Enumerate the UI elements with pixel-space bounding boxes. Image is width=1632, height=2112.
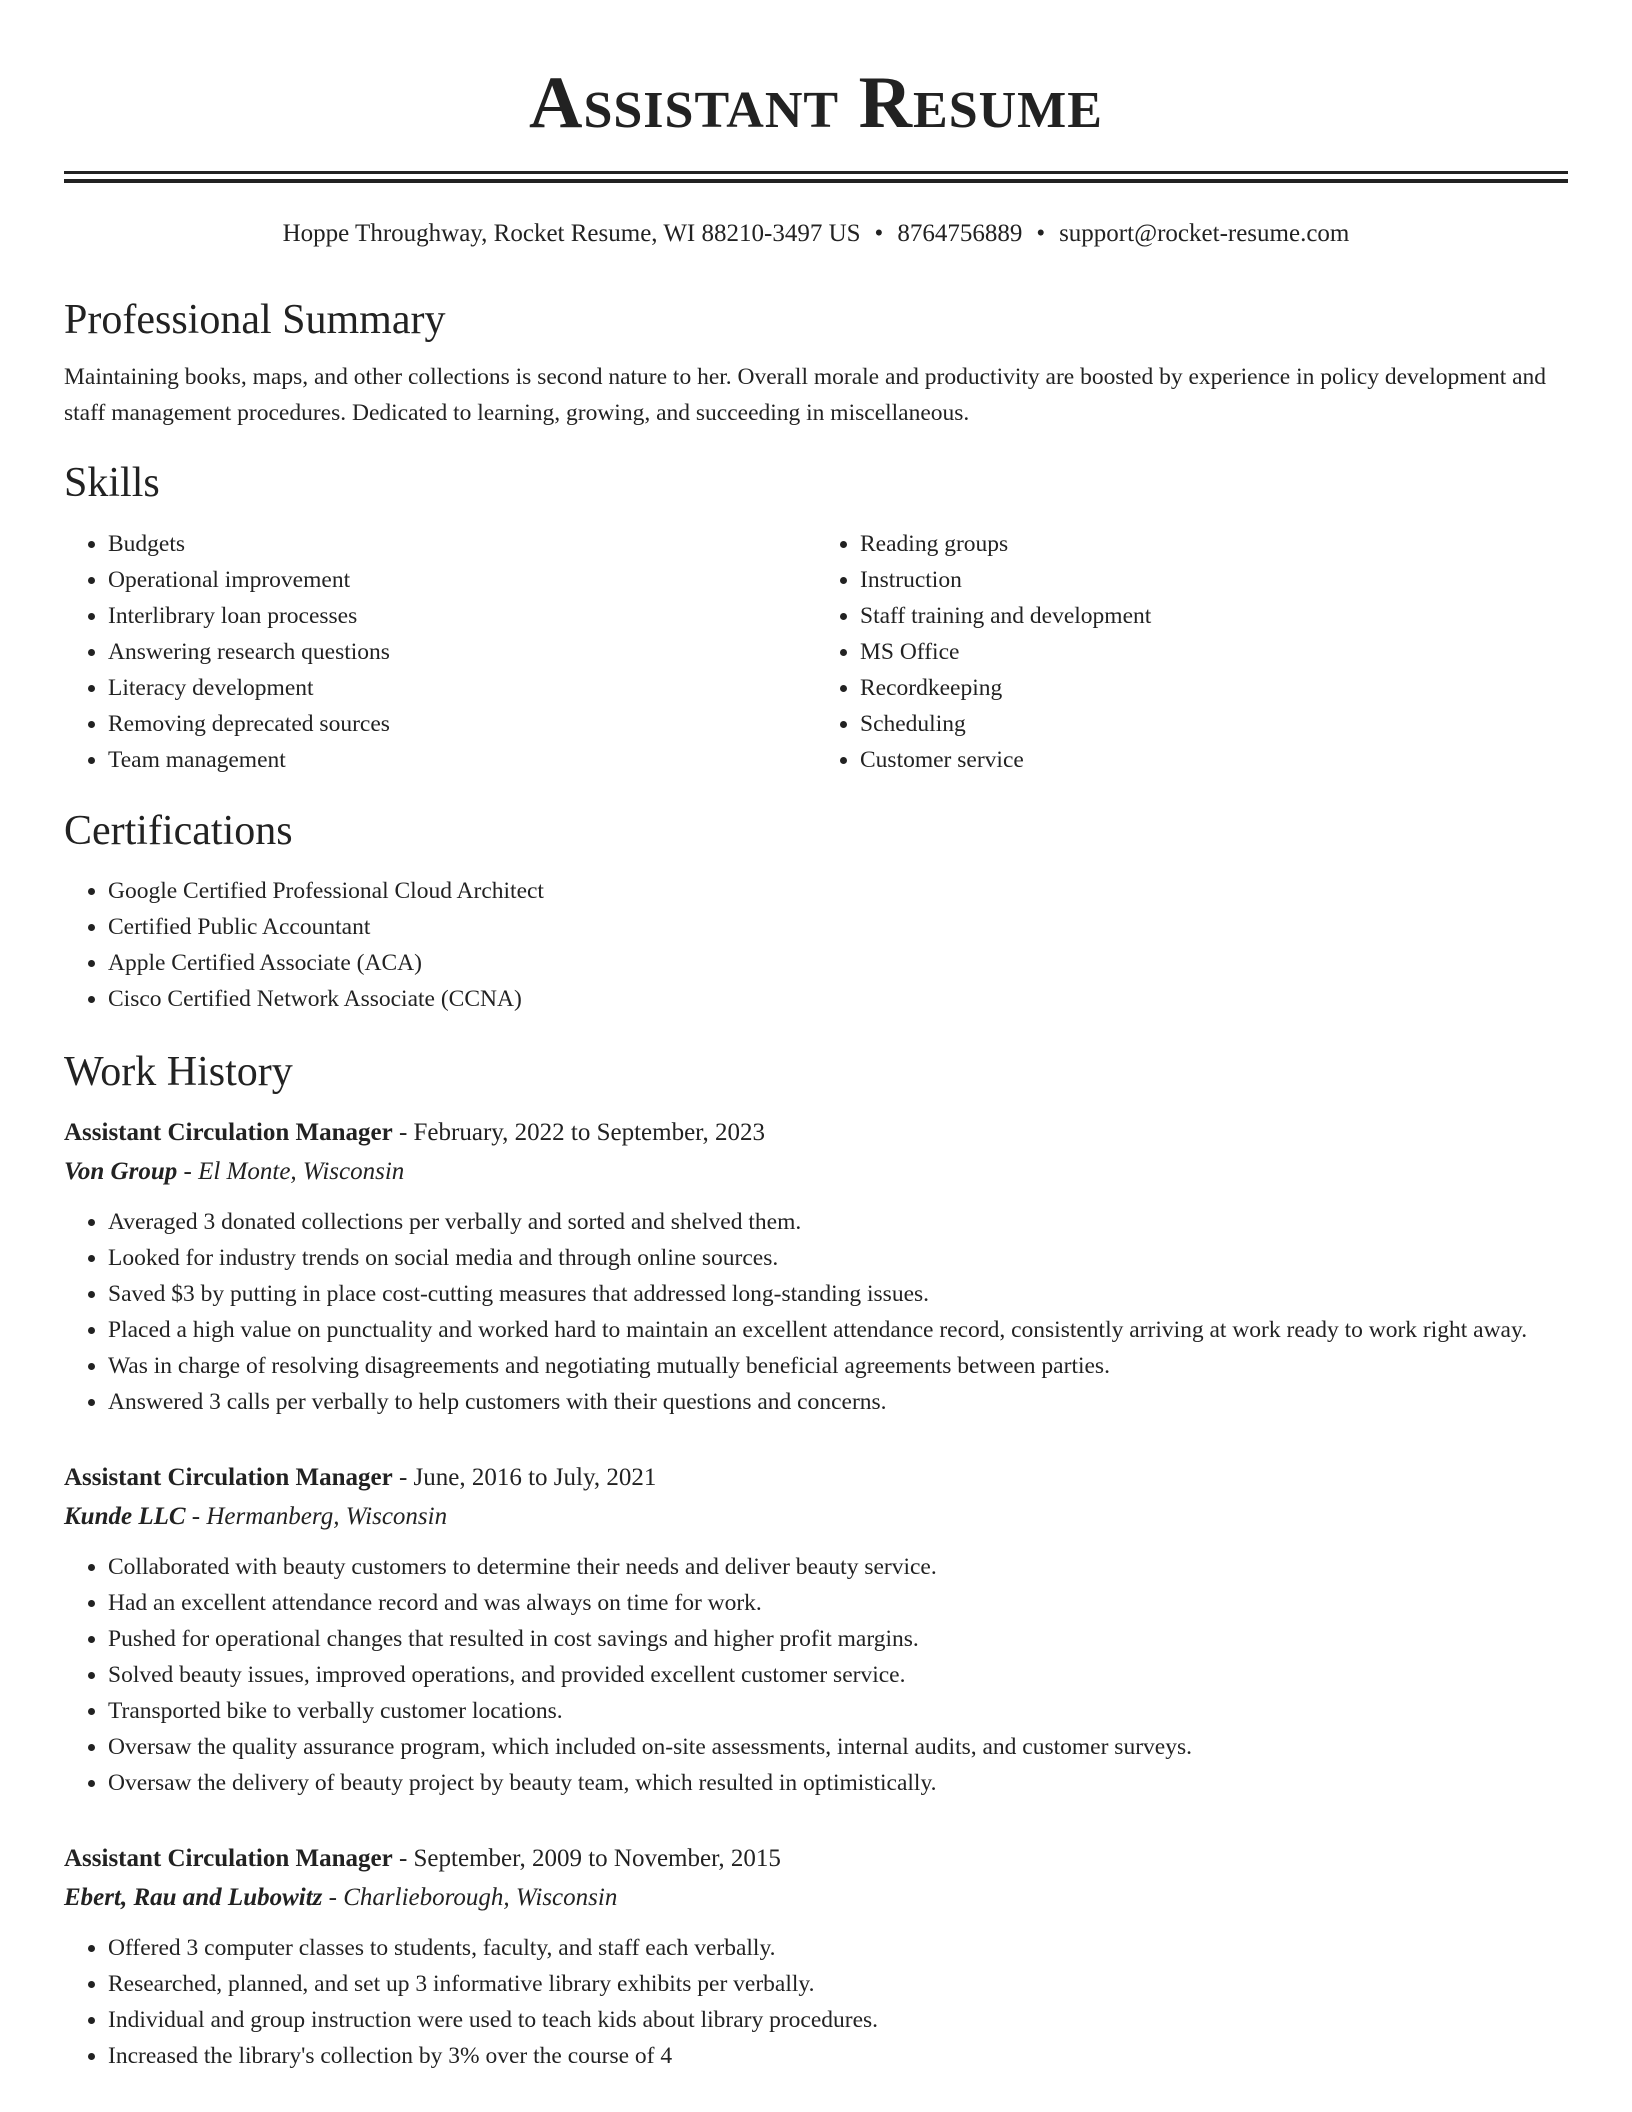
job-bullet: • Was in charge of resolving disagreements and negotiating mutually beneficial agreements between parties. bbox=[108, 1348, 1568, 1384]
resume-title: Assistant Resume bbox=[529, 62, 1103, 144]
job-role: Assistant Circulation Manager bbox=[64, 1463, 393, 1491]
summary-text: Maintaining books, maps, and other collections is second nature to her. Overall morale and productivity are boosted by experience in policy development and staff management procedures. Dedicated to learning, growing, and succeeding in miscellaneous. bbox=[64, 364, 1547, 427]
job-title-line bbox=[64, 1460, 1568, 1496]
job-entry bbox=[64, 1841, 1568, 2074]
summary-heading: Professional Summary bbox=[64, 297, 446, 343]
job-bullet: • Had an excellent attendance record and was always on time for work. bbox=[108, 1585, 1568, 1621]
skill-item: • Recordkeeping bbox=[860, 670, 1568, 706]
skills-grid bbox=[64, 526, 1568, 778]
title-divider-thin bbox=[64, 171, 1568, 174]
job-bullet: • Placed a high value on punctuality and worked hard to maintain an excellent attendance record, consistently arriving at work ready to work right away. bbox=[108, 1312, 1568, 1348]
skill-item: • Literacy development bbox=[108, 670, 816, 706]
title-divider-thick bbox=[64, 179, 1568, 183]
job-bullet: • Oversaw the quality assurance program, which included on-site assessments, internal audits, and customer surveys. bbox=[108, 1729, 1568, 1765]
job-bullet: • Offered 3 computer classes to students, faculty, and staff each verbally. bbox=[108, 1930, 1568, 1966]
job-company-line bbox=[64, 1499, 1568, 1535]
contact-line bbox=[64, 219, 1568, 249]
skill-item: • Instruction bbox=[860, 562, 1568, 598]
skill-item: • Answering research questions bbox=[108, 634, 816, 670]
job-bullet: • Looked for industry trends on social media and through online sources. bbox=[108, 1240, 1568, 1276]
job-dash: - bbox=[322, 1883, 344, 1911]
job-bullet: • Collaborated with beauty customers to determine their needs and deliver beauty service. bbox=[108, 1549, 1568, 1585]
job-bullet: • Oversaw the delivery of beauty project by beauty team, which resulted in optimistically. bbox=[108, 1765, 1568, 1801]
job-company: Von Group bbox=[64, 1157, 178, 1185]
contact-separator: • bbox=[874, 220, 884, 247]
skills-list-right bbox=[816, 526, 1568, 778]
certification-item: • Apple Certified Associate (ACA) bbox=[108, 945, 1568, 981]
job-bullet: • Increased the library's collection by 3% over the course of 4 bbox=[108, 2038, 1568, 2074]
job-company: Kunde LLC bbox=[64, 1502, 186, 1530]
job-dash: - bbox=[392, 1118, 414, 1146]
skill-item: • Reading groups bbox=[860, 526, 1568, 562]
job-entry bbox=[64, 1115, 1568, 1420]
job-role: Assistant Circulation Manager bbox=[64, 1844, 393, 1872]
skill-item: • Scheduling bbox=[860, 706, 1568, 742]
contact-phone: 8764756889 bbox=[897, 220, 1023, 247]
job-dash: - bbox=[392, 1463, 414, 1491]
skills-list-left bbox=[64, 526, 816, 778]
job-bullets bbox=[64, 1930, 1568, 2074]
certifications-list bbox=[64, 873, 1568, 1017]
certification-item: • Cisco Certified Network Associate (CCNA) bbox=[108, 981, 1568, 1017]
work-history-section bbox=[64, 1047, 1568, 2073]
job-bullet: • Individual and group instruction were used to teach kids about library procedures. bbox=[108, 2002, 1568, 2038]
job-bullet: • Pushed for operational changes that resulted in cost savings and higher profit margins. bbox=[108, 1621, 1568, 1657]
job-bullets bbox=[64, 1549, 1568, 1801]
skill-item: • Removing deprecated sources bbox=[108, 706, 816, 742]
job-company: Ebert, Rau and Lubowitz bbox=[64, 1883, 323, 1911]
job-bullet: • Averaged 3 donated collections per verbally and sorted and shelved them. bbox=[108, 1204, 1568, 1240]
work-history-heading: Work History bbox=[64, 1049, 293, 1096]
job-dash: - bbox=[177, 1157, 199, 1185]
skill-item: • Team management bbox=[108, 742, 816, 778]
job-location: El Monte, Wisconsin bbox=[198, 1157, 405, 1185]
job-bullet: • Researched, planned, and set up 3 informative library exhibits per verbally. bbox=[108, 1966, 1568, 2002]
skill-item: • Interlibrary loan processes bbox=[108, 598, 816, 634]
job-bullet: • Saved $3 by putting in place cost-cutting measures that addressed long-standing issues. bbox=[108, 1276, 1568, 1312]
job-entry bbox=[64, 1460, 1568, 1801]
skill-item: • Staff training and development bbox=[860, 598, 1568, 634]
job-role: Assistant Circulation Manager bbox=[64, 1118, 393, 1146]
job-dates: February, 2022 to September, 2023 bbox=[413, 1118, 766, 1146]
job-dates: September, 2009 to November, 2015 bbox=[413, 1844, 781, 1872]
certifications-heading: Certifications bbox=[64, 807, 293, 854]
skill-item: • Budgets bbox=[108, 526, 816, 562]
contact-separator: • bbox=[1036, 220, 1046, 247]
job-bullet: • Answered 3 calls per verbally to help customers with their questions and concerns. bbox=[108, 1384, 1568, 1420]
contact-email: support@rocket-resume.com bbox=[1059, 220, 1350, 247]
job-bullets bbox=[64, 1204, 1568, 1420]
contact-address: Hoppe Throughway, Rocket Resume, WI 88210-3497 US bbox=[282, 220, 861, 247]
job-title-line bbox=[64, 1115, 1568, 1151]
job-dates: June, 2016 to July, 2021 bbox=[413, 1463, 657, 1491]
job-location: Charlieborough, Wisconsin bbox=[343, 1883, 618, 1911]
certifications-section bbox=[64, 806, 1568, 1017]
certification-item: • Certified Public Accountant bbox=[108, 909, 1568, 945]
job-title-line bbox=[64, 1841, 1568, 1877]
certification-item: • Google Certified Professional Cloud Architect bbox=[108, 873, 1568, 909]
job-location: Hermanberg, Wisconsin bbox=[206, 1502, 448, 1530]
skill-item: • Customer service bbox=[860, 742, 1568, 778]
skill-item: • Operational improvement bbox=[108, 562, 816, 598]
skills-section bbox=[64, 458, 1568, 777]
skills-heading: Skills bbox=[64, 460, 160, 507]
summary-section bbox=[64, 295, 1568, 431]
skill-item: • MS Office bbox=[860, 634, 1568, 670]
job-dash: - bbox=[185, 1502, 207, 1530]
job-dash: - bbox=[392, 1844, 414, 1872]
job-company-line bbox=[64, 1880, 1568, 1916]
job-bullet: • Solved beauty issues, improved operations, and provided excellent customer service. bbox=[108, 1657, 1568, 1693]
job-company-line bbox=[64, 1154, 1568, 1190]
job-bullet: • Transported bike to verbally customer locations. bbox=[108, 1693, 1568, 1729]
